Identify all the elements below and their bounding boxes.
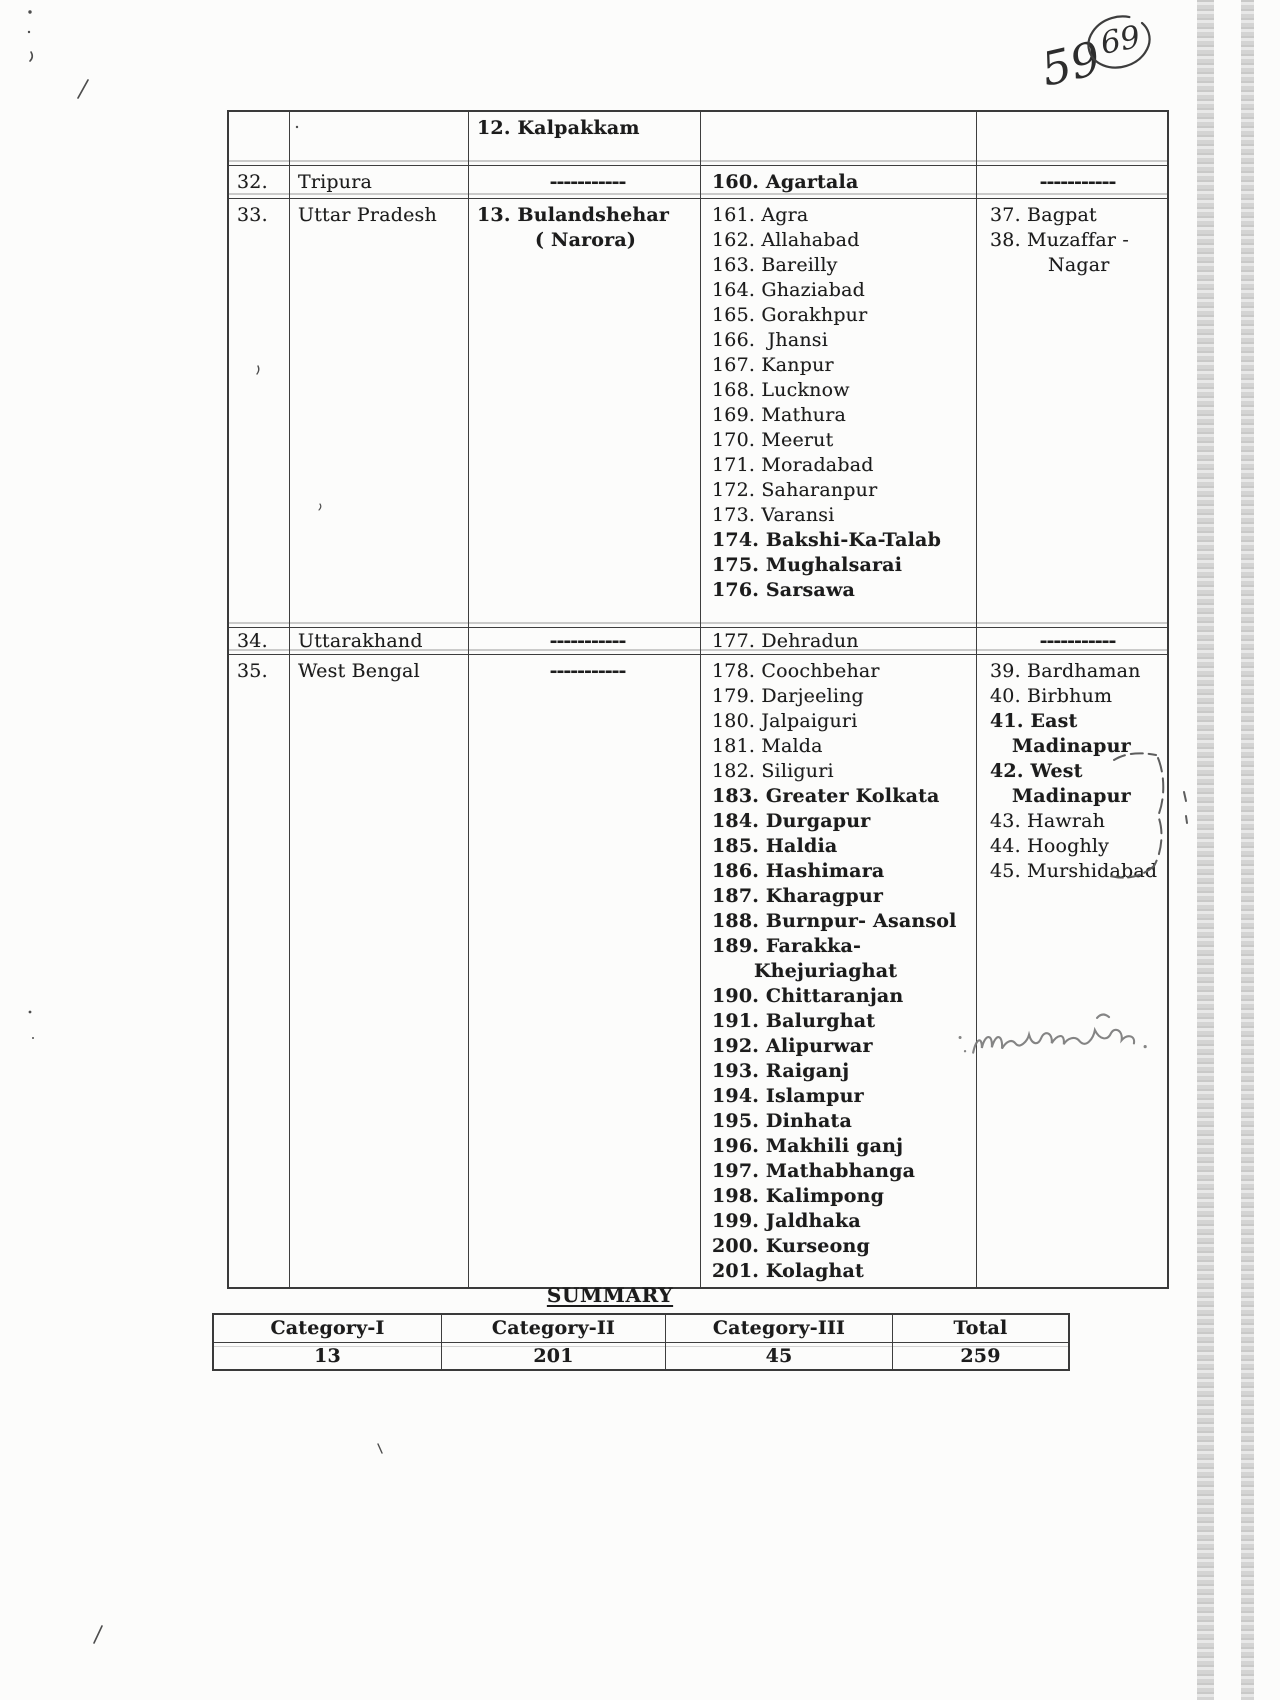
category3-cell bbox=[976, 112, 1167, 165]
category2-item: 178. Coochbehar bbox=[712, 660, 880, 682]
category2-item: 175. Mughalsarai bbox=[712, 554, 903, 576]
category3-item: 37. Bagpat bbox=[990, 204, 1097, 226]
category3-item: 40. Birbhum bbox=[990, 685, 1113, 707]
table-row bbox=[229, 112, 1167, 165]
category1-item: 12. Kalpakkam bbox=[477, 117, 640, 139]
category3-item: ----------- bbox=[1039, 630, 1116, 652]
category1-item: 13. Bulandshehar bbox=[477, 204, 670, 226]
circle-mark bbox=[1082, 9, 1156, 75]
category2-item: 184. Durgapur bbox=[712, 810, 871, 832]
serial-number: 34. bbox=[237, 630, 268, 652]
handwritten-page-number bbox=[1036, 31, 1105, 97]
category3-item: 41. East bbox=[990, 710, 1078, 732]
category1-item: ----------- bbox=[549, 171, 626, 193]
category3-item: ----------- bbox=[1039, 171, 1116, 193]
category2-item: 164. Ghaziabad bbox=[712, 279, 865, 301]
category2-item: 193. Raiganj bbox=[712, 1060, 850, 1082]
category2-item: 181. Malda bbox=[712, 735, 823, 757]
summary-value-cell: 13 bbox=[314, 1345, 341, 1367]
summary-value-cell: 259 bbox=[892, 1343, 1068, 1369]
category2-item: 161. Agra bbox=[712, 204, 809, 226]
serial-number: 35. bbox=[237, 660, 268, 682]
summary-header-cell: Category-I bbox=[270, 1317, 385, 1339]
category2-item: 192. Alipurwar bbox=[712, 1035, 873, 1057]
category1-cell bbox=[468, 655, 700, 1287]
category2-item: 196. Makhili ganj bbox=[712, 1135, 904, 1157]
category2-item: 198. Kalimpong bbox=[712, 1185, 885, 1207]
state-name: West Bengal bbox=[298, 660, 420, 682]
category2-item: 179. Darjeeling bbox=[712, 685, 864, 707]
summary-header-row bbox=[214, 1315, 1068, 1343]
state-cell bbox=[289, 655, 468, 1287]
category1-item: ----------- bbox=[549, 660, 626, 682]
summary-header-cell: Category-III bbox=[665, 1315, 892, 1342]
category2-item: 171. Moradabad bbox=[712, 454, 874, 476]
category2-item: 189. Farakka- bbox=[712, 935, 862, 957]
table-row bbox=[229, 198, 1167, 627]
category2-item: 188. Burnpur- Asansol bbox=[712, 910, 957, 932]
category2-item: 167. Kanpur bbox=[712, 354, 834, 376]
category3-item: Madinapur bbox=[1012, 785, 1131, 807]
category3-item: Nagar bbox=[1048, 254, 1110, 276]
scan-artifact-band bbox=[1197, 0, 1214, 1700]
category3-item: 45. Murshidabad bbox=[990, 860, 1158, 882]
category2-item: 182. Siliguri bbox=[712, 760, 834, 782]
category2-item: 197. Mathabhanga bbox=[712, 1160, 916, 1182]
category3-item: 42. West bbox=[990, 760, 1083, 782]
category2-item: 191. Balurghat bbox=[712, 1010, 876, 1032]
category3-item: 43. Hawrah bbox=[990, 810, 1106, 832]
serial-cell bbox=[229, 112, 289, 165]
category3-cell bbox=[976, 655, 1167, 1287]
state-name: Tripura bbox=[298, 171, 373, 193]
category1-cell bbox=[468, 112, 700, 165]
category2-item: 169. Mathura bbox=[712, 404, 847, 426]
category2-cell bbox=[700, 199, 976, 627]
summary-value-cell: 201 bbox=[441, 1343, 665, 1369]
category2-item: 176. Sarsawa bbox=[712, 579, 856, 601]
category2-item: 165. Gorakhpur bbox=[712, 304, 868, 326]
category1-item: ( Narora) bbox=[535, 229, 637, 251]
category2-item: 172. Saharanpur bbox=[712, 479, 878, 501]
summary-header-cell: Total bbox=[892, 1315, 1068, 1342]
category2-cell bbox=[700, 112, 976, 165]
category1-cell bbox=[468, 199, 700, 627]
category2-item: 163. Bareilly bbox=[712, 254, 838, 276]
category2-item: 201. Kolaghat bbox=[712, 1260, 864, 1282]
circled-number-text: 69 bbox=[1097, 18, 1144, 62]
summary-title: SUMMARY bbox=[546, 1283, 674, 1307]
summary-value-cell: 45 bbox=[665, 1343, 892, 1369]
serial-number: 33. bbox=[237, 204, 268, 226]
state-cell bbox=[289, 199, 468, 627]
category2-item: 190. Chittaranjan bbox=[712, 985, 904, 1007]
scan-artifact-band bbox=[1241, 0, 1254, 1700]
state-name: Uttar Pradesh bbox=[298, 204, 437, 226]
category2-item: 199. Jaldhaka bbox=[712, 1210, 861, 1232]
category2-item: 183. Greater Kolkata bbox=[712, 785, 940, 807]
category3-item: Madinapur bbox=[1012, 735, 1131, 757]
category2-item: 166. Jhansi bbox=[712, 329, 829, 351]
category2-item: 170. Meerut bbox=[712, 429, 834, 451]
category2-item: 173. Varansi bbox=[712, 504, 835, 526]
serial-number: 32. bbox=[237, 171, 268, 193]
category2-item: 180. Jalpaiguri bbox=[712, 710, 858, 732]
handwritten-circled-number bbox=[1082, 9, 1156, 75]
category3-item: 38. Muzaffar - bbox=[990, 229, 1130, 251]
state-cell bbox=[289, 112, 468, 165]
category2-cell bbox=[700, 655, 976, 1287]
category3-item: 39. Bardhaman bbox=[990, 660, 1141, 682]
summary-header-cell: Category-II bbox=[441, 1315, 665, 1342]
summary-table bbox=[212, 1313, 1070, 1371]
category2-item: 162. Allahabad bbox=[712, 229, 860, 251]
category1-item: ----------- bbox=[549, 630, 626, 652]
state-name: Uttarakhand bbox=[298, 630, 423, 652]
category2-item: 185. Haldia bbox=[712, 835, 838, 857]
category2-item: 186. Hashimara bbox=[712, 860, 885, 882]
category3-cell bbox=[976, 199, 1167, 627]
state-category-table bbox=[227, 110, 1169, 1289]
serial-cell bbox=[229, 199, 289, 627]
category2-item: 174. Bakshi-Ka-Talab bbox=[712, 529, 942, 551]
category2-item: 160. Agartala bbox=[712, 171, 859, 193]
category3-item: 44. Hooghly bbox=[990, 835, 1110, 857]
page-number-text: 59 bbox=[1036, 30, 1106, 97]
category2-item: 187. Kharagpur bbox=[712, 885, 884, 907]
category2-item: 168. Lucknow bbox=[712, 379, 850, 401]
table-row bbox=[229, 654, 1167, 1287]
category2-item: 177. Dehradun bbox=[712, 630, 859, 652]
category2-item: 200. Kurseong bbox=[712, 1235, 870, 1257]
category2-item: Khejuriaghat bbox=[754, 960, 898, 982]
category2-item: 194. Islampur bbox=[712, 1085, 864, 1107]
category2-item: 195. Dinhata bbox=[712, 1110, 853, 1132]
serial-cell bbox=[229, 655, 289, 1287]
